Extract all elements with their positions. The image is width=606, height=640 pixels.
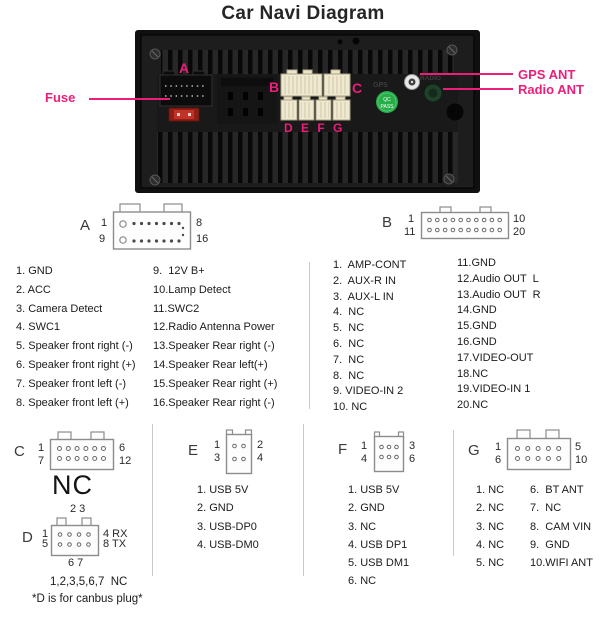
connector-e-drawing (224, 429, 254, 475)
pin-label: 2. NC (476, 502, 505, 515)
pin-label: 5. NC (333, 322, 365, 335)
pin-label: 14.GND (457, 304, 497, 317)
panel-radio-print: RADIO (420, 75, 441, 82)
connector-defg-photo (281, 97, 350, 120)
photo-marker-defg: D E F G (284, 121, 345, 135)
pin-label: 6. NC (348, 575, 377, 588)
pin-label: 9. VIDEO-IN 2 (333, 385, 404, 398)
pin-label: 1. AMP-CONT (333, 259, 407, 271)
pin-label: 13.Audio OUT R (457, 288, 541, 301)
pin-label: 1. GND (16, 265, 53, 277)
pin-label: 3. Camera Detect (16, 302, 103, 315)
qc-sticker (376, 91, 398, 113)
pin-label: 4. USB DP1 (348, 538, 408, 551)
pin-number: 12 (119, 455, 132, 467)
connector-a-letter: A (80, 217, 91, 234)
pin-number: 20 (513, 226, 526, 238)
pin-label: 8. NC (333, 369, 365, 382)
pin-number: 1 (42, 528, 49, 540)
heatsink-fins-bottom (157, 132, 458, 183)
pin-label: 4. NC (333, 306, 365, 319)
pin-number: 11 (404, 226, 416, 238)
pin-label: 19.VIDEO-IN 1 (457, 383, 531, 396)
pin-list-g-col2 (530, 481, 593, 572)
column-divider (453, 430, 454, 556)
fuse-label: Fuse (45, 90, 76, 105)
column-divider (303, 424, 304, 576)
pin-label: 4. SWC1 (16, 321, 61, 334)
connector-g-diagram (468, 428, 593, 476)
pin-number: 3 (409, 440, 416, 452)
pin-list-b-col2 (457, 256, 541, 414)
panel-gps-print: GPS (373, 82, 388, 89)
pin-number: 5 (42, 538, 49, 550)
connector-a-photo (160, 71, 212, 106)
connector-a-diagram (78, 202, 218, 254)
pin-label: 11.GND (457, 257, 496, 269)
pin-label: 3. NC (348, 520, 377, 533)
connector-e-letter: E (188, 442, 199, 459)
pin-label: 9. 12V B+ (153, 265, 205, 277)
column-divider (152, 424, 153, 576)
pin-label: 6. NC (333, 337, 365, 350)
pin-label: 11.SWC2 (153, 302, 200, 315)
connector-d-diagram (22, 503, 142, 569)
vent-hole (338, 40, 343, 45)
pin-label: 5. NC (476, 557, 505, 570)
photo-marker-c: C (352, 80, 363, 96)
pin-number: 4 (361, 453, 368, 465)
pin-number: 6 (409, 453, 416, 465)
pin-number: 16 (196, 233, 209, 245)
head-unit-rear-panel-drawing (135, 30, 480, 193)
pin-list-e (197, 481, 259, 554)
pin-number: 5 (575, 441, 582, 453)
connector-d-drawing (50, 517, 100, 557)
pin-number: 2 (257, 439, 264, 451)
pin-label: 17.VIDEO-OUT (457, 351, 534, 364)
gps-antenna-jack (405, 75, 420, 90)
radio-ant-label: Radio ANT (518, 82, 584, 97)
pin-label: 6. Speaker front right (+) (16, 358, 136, 371)
pin-number: 8 (196, 217, 203, 229)
pin-label: 13.Speaker Rear right (-) (153, 340, 275, 353)
connector-b-drawing (420, 206, 510, 240)
connector-g-drawing (506, 429, 572, 471)
pin-label: 2. GND (197, 502, 234, 515)
connector-c-diagram (14, 430, 139, 475)
svg-text:PASS: PASS (380, 104, 394, 110)
panel-hole (447, 104, 464, 121)
fuse-callout-line (89, 98, 170, 100)
pin-number: 4 RX (103, 528, 128, 540)
photo-marker-b: B (269, 79, 280, 95)
pin-number: 1 (101, 217, 108, 229)
pin-label: 6. BT ANT (530, 484, 584, 496)
pin-number: 1 (495, 441, 502, 453)
pin-list-b-col1 (333, 258, 406, 416)
page-title: Car Navi Diagram (221, 3, 385, 24)
connector-d-nc-note: 1,2,3,5,6,7 NC (50, 576, 128, 588)
pin-label: 1. USB 5V (348, 484, 400, 496)
pin-label: 5. Speaker front right (-) (16, 340, 133, 353)
pin-label: 12.Audio OUT L (457, 272, 539, 285)
connector-c-nc-note: NC (52, 470, 93, 500)
pin-label: 7. NC (333, 353, 365, 366)
connector-a-drawing (112, 203, 192, 251)
pin-label: 3. NC (476, 520, 505, 533)
pin-number: 8 TX (103, 538, 127, 550)
pin-label: 7. NC (530, 502, 562, 515)
pin-label: 12.Radio Antenna Power (153, 321, 275, 334)
pin-label: 8. Speaker front left (+) (16, 396, 129, 409)
pin-label: 16.GND (457, 335, 497, 348)
pin-number: 1 (408, 213, 415, 225)
pin-number: 6 (119, 442, 126, 454)
column-divider (309, 262, 310, 409)
pin-number: 6 (495, 454, 502, 466)
pin-label: 3. USB-DP0 (197, 520, 257, 533)
pin-label: 15.Speaker Rear right (+) (153, 377, 278, 390)
pin-number: 4 (257, 452, 264, 464)
pin-label: 3. AUX-L IN (333, 290, 394, 303)
pin-number: 2 3 (70, 503, 86, 515)
pin-number: 6 7 (68, 557, 84, 569)
connector-f-diagram (338, 430, 428, 476)
pin-number: 7 (38, 455, 45, 467)
pin-label: 8. CAM VIN (530, 520, 592, 533)
pin-number: 1 (38, 442, 45, 454)
pin-label: 18.NC (457, 367, 489, 380)
pin-number: 10 (513, 213, 526, 225)
pin-list-g-col1 (476, 481, 504, 572)
photo-marker-a: A (179, 60, 190, 76)
pin-number: 3 (214, 452, 221, 464)
pin-label: 4. NC (476, 538, 505, 551)
pin-label: 2. AUX-R IN (333, 274, 396, 287)
radio-callout-line (443, 88, 513, 90)
connector-c-letter: C (14, 443, 25, 460)
connector-f-drawing (372, 431, 406, 473)
svg-text:QC: QC (383, 97, 391, 103)
pin-label: 15.GND (457, 320, 497, 333)
connector-bc-photo (281, 70, 350, 96)
pin-label: 20.NC (457, 399, 489, 412)
canbus-footnote: *D is for canbus plug* (32, 593, 143, 605)
pin-list-f (348, 481, 409, 591)
vent-hole (353, 38, 360, 45)
pin-label: 14.Speaker Rear left(+) (153, 358, 268, 371)
pin-label: 10.WIFI ANT (530, 557, 593, 570)
mid-textured-block (217, 75, 280, 124)
pin-label: 10. NC (333, 401, 368, 414)
pin-label: 1. NC (476, 484, 505, 496)
gps-ant-label: GPS ANT (518, 67, 576, 82)
pin-number: 1 (361, 440, 368, 452)
pin-label: 7. Speaker front left (-) (16, 377, 127, 390)
connector-d-letter: D (22, 529, 33, 546)
radio-antenna-jack (424, 84, 442, 102)
pin-number: 1 (214, 439, 221, 451)
pin-number: 9 (99, 233, 106, 245)
pin-label: 2. GND (348, 502, 385, 515)
fuse-photo (169, 108, 199, 121)
pin-label: 2. ACC (16, 283, 51, 296)
connector-g-letter: G (468, 442, 480, 459)
connector-f-letter: F (338, 441, 348, 458)
pin-label: 9. GND (530, 538, 570, 551)
pin-label: 10.Lamp Detect (153, 283, 231, 296)
pin-number: 10 (575, 454, 588, 466)
pin-list-a-col2 (153, 262, 277, 412)
connector-b-diagram (382, 205, 532, 245)
head-unit-photo (135, 30, 480, 193)
connector-c-drawing (49, 431, 115, 471)
pin-list-a-col1 (16, 262, 136, 412)
connector-e-diagram (188, 428, 278, 478)
pin-label: 16.Speaker Rear right (-) (153, 396, 275, 409)
pin-label: 5. USB DM1 (348, 557, 410, 570)
pin-label: 1. USB 5V (197, 484, 249, 496)
gps-callout-line (420, 73, 513, 75)
pin-label: 4. USB-DM0 (197, 538, 259, 551)
connector-b-letter: B (382, 214, 393, 231)
